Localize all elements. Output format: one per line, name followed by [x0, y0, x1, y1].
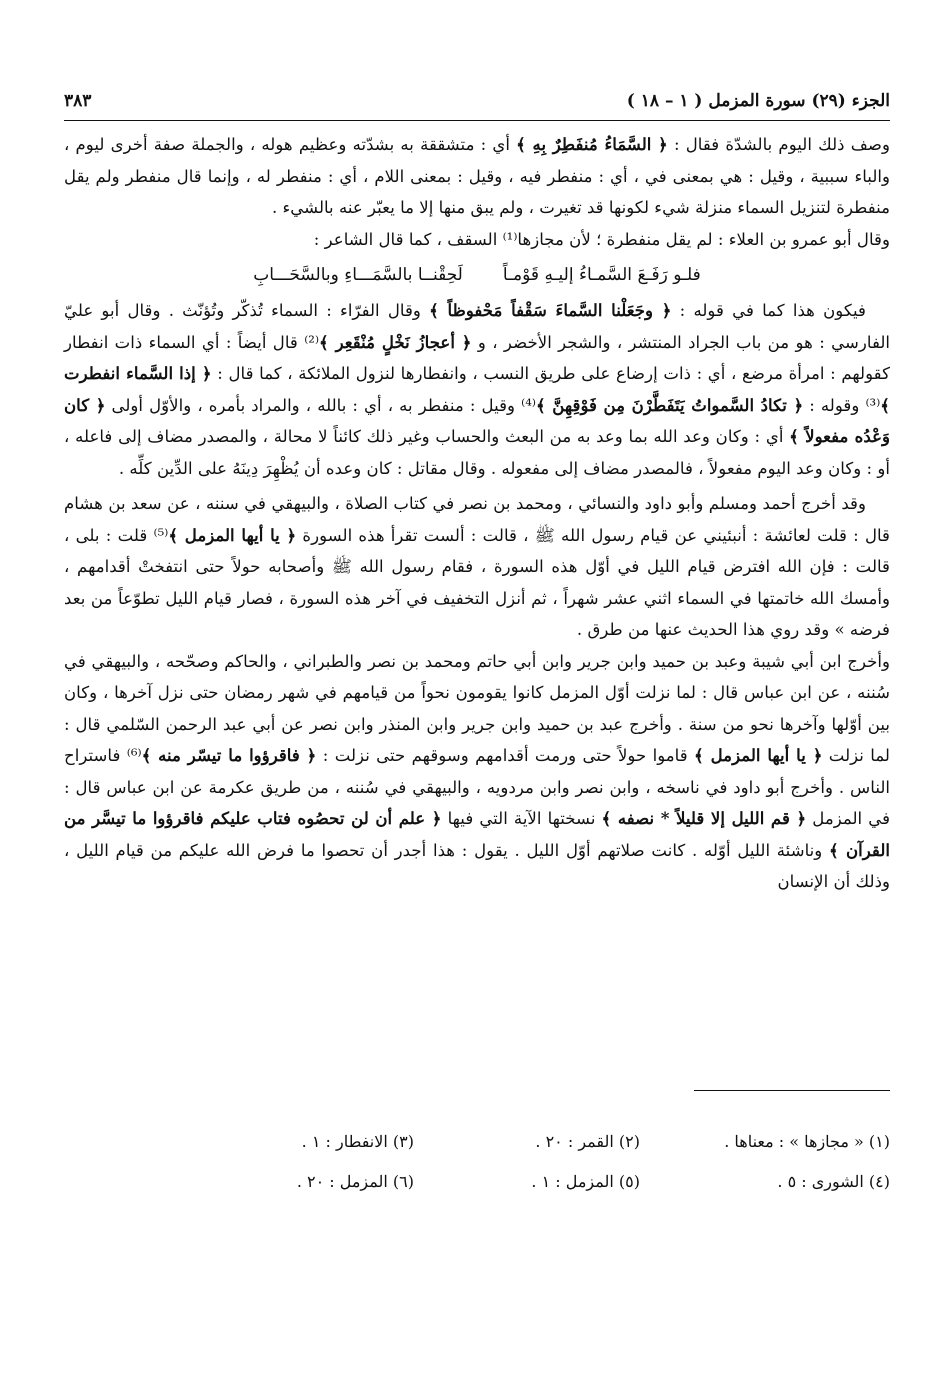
- page-header: [64, 86, 890, 121]
- quran-quote: ﴿ وجَعَلْنا السَّماءَ سَقْفاً مَحْفوظاً ﴾: [429, 300, 672, 320]
- main-text: [64, 129, 890, 898]
- poetry-verse: [64, 255, 890, 295]
- quran-quote: ﴿ كان وَعْدُه مفعولاً ﴾: [64, 394, 890, 446]
- quran-quote: ﴿ أعجازُ نَخْلٍ مُنْقَعِر ﴾: [319, 331, 472, 352]
- footnote-5: (٥) المزمل : ١ .: [531, 1172, 640, 1191]
- footnotes: [64, 1122, 890, 1202]
- footnote-1: (١) « مجازها » : معناها .: [724, 1132, 890, 1151]
- paragraph-3: فيكون هذا كما في قوله : ﴿ وجَعَلْنا السَّماءَ سَقْفاً مَحْفوظاً ﴾ وقال الفرّاء : السماء تُذكّر وتُؤنّث . وقال أبو عليّ الفارسي : هو من باب الجراد المنتشر ، والشجر الأخضر ، و ﴿ أعجازُ نَخْلٍ مُنْقَعِر ﴾⁽²⁾ قال أيضاً : أي السماء ذات انفطار كقولهم : امرأة مرضع ، أي : ذات إرضاع على طريق النسب ، وانفطارها لنزول الملائكة ، كما قال : ﴿ إذا السَّماء انفطرت ﴾⁽³⁾ وقوله : ﴿ تكادُ السَّمواتُ يَتَفَطَّرْنَ مِن فَوْقِهِنَّ ﴾⁽⁴⁾ وقيل : منفطر به ، أي : بالله ، والمراد بأمره ، والأوّل أولى ﴿ كان وَعْدُه مفعولاً ﴾ أي : وكان وعد الله بما وعد به من البعث والحساب وغير ذلك كائناً لا محالة ، والمصدر مضاف إلى فاعله ، أو : وكان وعد اليوم مفعولاً ، فالمصدر مضاف إلى مفعوله . وقال مقاتل : كان وعده أن يُظْهِرَ دِينَهُ على الدِّين كلِّه .: [64, 300, 891, 478]
- quran-quote: ﴿ فاقرؤوا ما تيسّر منه ﴾: [141, 745, 317, 765]
- book-page: [64, 86, 891, 1191]
- quran-quote: ﴿ يا أيها المزمل ﴾: [168, 524, 297, 545]
- quran-quote: ﴿ قم الليل إلا قليلاً * نصفه ﴾: [601, 808, 807, 828]
- footnote-2: (٢) القمر : ٢٠ .: [535, 1132, 640, 1151]
- paragraph-4: وقد أخرج أحمد ومسلم وأبو داود والنسائي ، ومحمد بن نصر في كتاب الصلاة ، والبيهقي في سننه ، عن سعد بن هشام قال : قلت لعائشة : أنبئيني عن قيام رسول الله ﷺ ، قالت : ألست تقرأ هذه السورة ﴿ يا أيها المزمل ﴾⁽⁵⁾ قلت : بلى ، قالت : فإن الله افترض قيام الليل في أوّل هذه السورة ، فقام رسول الله ﷺ وأصحابه حولاً حتى انتفختْ أقدامهم ، وأمسك الله خاتمتها في السماء اثني عشر شهراً ، ثم أنزل التخفيف في آخر هذه السورة ، فصار قيام الليل تطوّعاً من بعد فرضه » وقد روي هذا الحديث عنها من طرق .: [64, 494, 890, 639]
- quran-quote: ﴿ تكادُ السَّمواتُ يَتَفَطَّرْنَ مِن فَوْقِهِنَّ ﴾: [535, 394, 804, 415]
- page-number: ٣٨٣: [64, 91, 92, 111]
- footnote-row: [64, 1162, 890, 1202]
- paragraph-5: وأخرج ابن أبي شيبة وعبد بن حميد وابن جرير وابن أبي حاتم ومحمد بن نصر والطبراني ، والحاكم وصحّحه ، والبيهقي في سُننه ، عن ابن عباس قال : لما نزلت أوّل المزمل كانوا يقومون نحواً من قيامهم في شهر رمضان حتى نزل آخرها ، وكان بين أوّلها وآخرها نحو من سنة . وأخرج عبد بن حميد وابن جرير وابن المنذر وابن نصر عن أبي عبد الرحمن السّلمي قال : لما نزلت ﴿ يا أيها المزمل ﴾ قاموا حولاً حتى ورمت أقدامهم وسوقهم حتى نزلت : ﴿ فاقرؤوا ما تيسّر منه ﴾⁽⁶⁾ فاستراح الناس . وأخرج أبو داود في ناسخه ، وابن نصر وابن مردويه ، والبيهقي في سُننه ، من طريق عكرمة عن ابن عباس قال : في المزمل ﴿ قم الليل إلا قليلاً * نصفه ﴾ نسختها الآية التي فيها ﴿ علم أن لن تحصُوه فتاب عليكم فاقرؤوا ما تيسَّر من القرآن ﴾ وناشئة الليل أوّله . كانت صلاتهم أوّل الليل . يقول : هذا أجدر أن تحصوا ما فرض الله عليكم من قيام الليل ، وذلك أن الإنسان: [64, 651, 891, 891]
- footnote-divider: [694, 1090, 890, 1091]
- quran-quote: ﴿ يا أيها المزمل ﴾: [694, 745, 823, 765]
- quran-quote: ﴿ إذا السَّماء انفطرت ﴾: [64, 363, 890, 415]
- verse-hemistich-2: لَحِقْنــا بالسَّمَـــاءِ وبالسَّحَـــابِ: [253, 265, 463, 285]
- footnote-6: (٦) المزمل : ٢٠ .: [296, 1172, 414, 1191]
- running-title: الجزء (٢٩) سورة المزمل ( ١ – ١٨ ): [626, 91, 890, 111]
- footnote-3: (٣) الانفطار : ١ .: [301, 1132, 414, 1151]
- quran-quote: ﴿ علم أن لن تحصُوه فتاب عليكم فاقرؤوا ما تيسَّر من القرآن ﴾: [64, 808, 890, 860]
- footnote-4: (٤) الشورى : ٥ .: [777, 1172, 890, 1191]
- paragraph-2: وقال أبو عمرو بن العلاء : لم يقل منفطرة ؛ لأن مجازها⁽¹⁾ السقف ، كما قال الشاعر :: [313, 229, 890, 249]
- quran-quote: ﴿ السَّمَاءُ مُنفَطِرٌ بِهِ ﴾: [516, 134, 668, 154]
- footnote-row: [64, 1122, 890, 1162]
- verse-hemistich-1: فلـو رَفَـعَ السَّمـاءُ إليـهِ قَوْمـاً: [502, 265, 701, 285]
- paragraph-1: وصف ذلك اليوم بالشدّة فقال : ﴿ السَّمَاءُ مُنفَطِرٌ بِهِ ﴾ أي : متشققة به بشدّته وعظيم هوله ، والجملة صفة أخرى ليوم ، والباء سببية ، وقيل : هي بمعنى في ، أي : منفطر فيه ، وقيل : بمعنى اللام ، أي : منفطر له ، وإنما قال منفطر ولم يقل منفطرة لتنزيل السماء منزلة شيء لكونها قد تغيرت ، ولم يبق منها إلا ما يعبّر عنه بالشيء .: [64, 134, 890, 217]
